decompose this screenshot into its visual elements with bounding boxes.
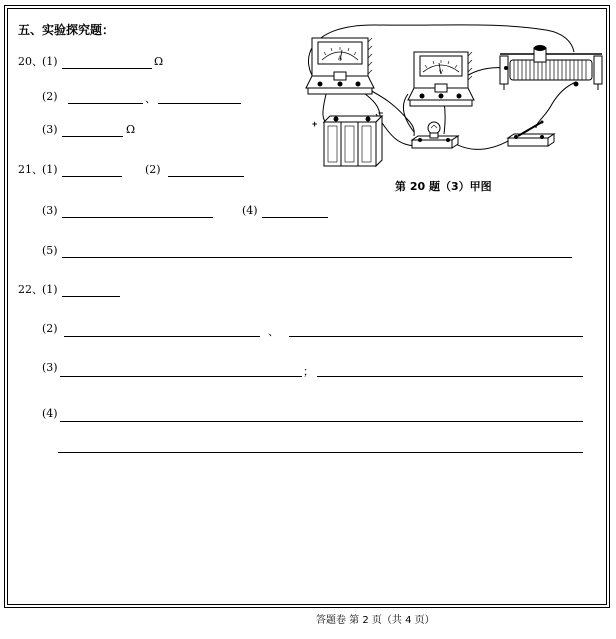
q20-number: 20、 [18, 55, 43, 68]
q22-part2-sep: 、 [268, 325, 279, 338]
q22-number: 22、 [18, 283, 43, 296]
q20-part3-label: (3) [42, 123, 58, 136]
q21-number: 21、 [18, 163, 43, 176]
q22-part2-blank-b[interactable] [289, 336, 583, 337]
q20-part3-unit: Ω [126, 123, 136, 136]
q20-part1-blank[interactable] [62, 68, 152, 69]
q22-part1-label: (1) [42, 283, 58, 296]
q22-part2-blank-a[interactable] [64, 336, 260, 337]
q22-part3-blank-a[interactable] [60, 376, 302, 377]
q22-part4-blank-b[interactable] [58, 452, 583, 453]
q22-part3-sep: ； [303, 365, 314, 378]
q21-part1-blank[interactable] [62, 176, 122, 177]
q22-part4-label: (4) [42, 407, 58, 420]
q20-part2-sep: 、 [145, 92, 156, 105]
q20-part2-blank-b[interactable] [158, 103, 241, 104]
q21-part5-blank[interactable] [62, 257, 572, 258]
q21-part3-blank[interactable] [62, 217, 213, 218]
q22-part2-label: (2) [42, 322, 58, 335]
q20-part2-label: (2) [42, 90, 58, 103]
q22-part4-blank-a[interactable] [60, 421, 583, 422]
switch-icon [508, 121, 554, 147]
q22-part3-blank-b[interactable] [317, 376, 583, 377]
figure-caption: 第 20 题（3）甲图 [395, 180, 492, 193]
circuit-diagram [296, 22, 610, 174]
voltmeter-icon [408, 52, 474, 106]
q21-part3-label: (3) [42, 204, 58, 217]
q21-part4-blank[interactable] [262, 217, 328, 218]
rheostat-icon [500, 45, 602, 90]
page-footer: 答题卷 第 2 页（共 4 页） [316, 615, 435, 626]
battery-plus-sign: + [312, 119, 318, 129]
ammeter-letter: A [337, 56, 343, 62]
q21-part4-label: (4) [242, 204, 258, 217]
q20-part2-blank-a[interactable] [68, 103, 143, 104]
q21-part5-label: (5) [42, 244, 58, 257]
q21-part2-blank[interactable] [168, 176, 244, 177]
battery-icon [312, 108, 383, 166]
voltmeter-letter: V [438, 70, 444, 76]
q20-part1-unit: Ω [154, 55, 164, 68]
q22-part1-blank[interactable] [62, 296, 120, 297]
section-title: 五、实验探究题： [18, 23, 115, 37]
q22-part3-label: (3) [42, 361, 58, 374]
q21-part1-label: (1) [42, 163, 58, 176]
q20-part3-blank[interactable] [62, 136, 123, 137]
lamp-icon [412, 122, 458, 148]
q20-part1-label: (1) [42, 55, 58, 68]
ammeter-icon [306, 38, 374, 94]
battery-minus-sign: − [378, 108, 384, 118]
q21-part2-label: (2) [145, 163, 161, 176]
